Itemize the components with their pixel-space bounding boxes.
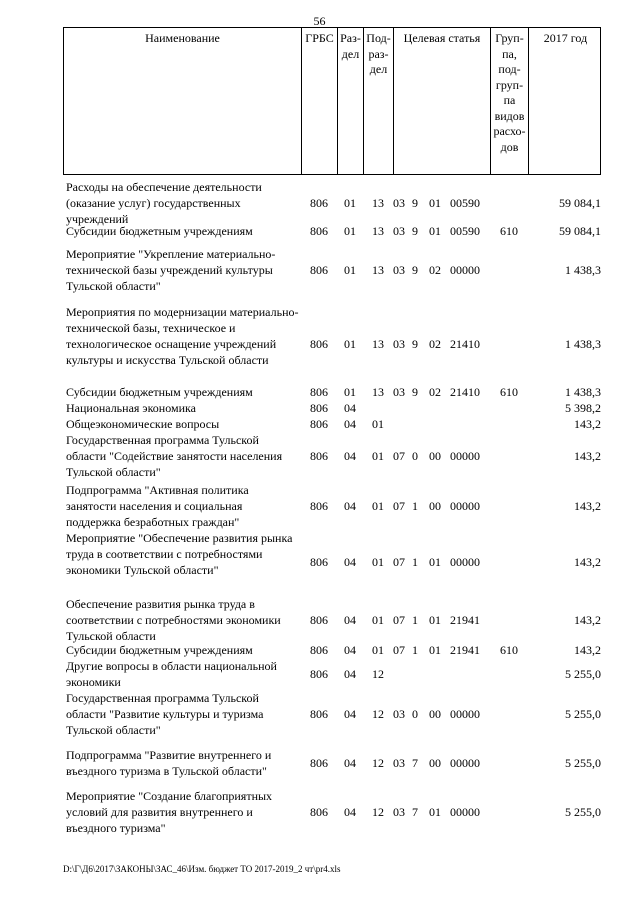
row-grbs: 806 (310, 756, 328, 770)
row-podrazdel: 01 (372, 613, 384, 627)
row-grbs: 806 (310, 805, 328, 819)
row-sum: 143,2 (574, 555, 601, 569)
row-target-part: 03 (393, 263, 405, 277)
row-podrazdel: 13 (372, 337, 384, 351)
row-name: Расходы на обеспечение деятельности (оказание услуг) государственных учреждений (66, 180, 262, 226)
row-target-part: 1 (412, 643, 418, 657)
row-target-part: 00000 (450, 263, 480, 277)
row-razdel: 04 (344, 449, 356, 463)
row-target-part: 9 (412, 263, 418, 277)
row-target-part: 21410 (450, 337, 480, 351)
table-row (63, 658, 601, 690)
row-target-part: 21410 (450, 385, 480, 399)
row-target-part: 03 (393, 805, 405, 819)
row-target-part: 01 (429, 555, 441, 569)
row-target-part: 07 (393, 555, 405, 569)
row-razdel: 04 (344, 805, 356, 819)
row-target-part: 01 (429, 196, 441, 210)
row-target-part: 01 (429, 224, 441, 238)
table-row (63, 304, 601, 384)
row-target-part: 00000 (450, 449, 480, 463)
row-name: Субсидии бюджетным учреждениям (66, 643, 253, 657)
row-grbs: 806 (310, 263, 328, 277)
row-target-part: 03 (393, 707, 405, 721)
row-grbs: 806 (310, 337, 328, 351)
row-target-part: 00 (429, 707, 441, 721)
row-podrazdel: 13 (372, 224, 384, 238)
row-razdel: 04 (344, 613, 356, 627)
row-sum: 143,2 (574, 417, 601, 431)
row-grbs: 806 (310, 499, 328, 513)
row-target-part: 02 (429, 337, 441, 351)
row-target (393, 336, 490, 352)
row-name: Мероприятия по модернизации материально-технической базы, техническое и технологическое оснащение учреждений культуры и искусства Тульской области (66, 305, 299, 367)
row-target (393, 554, 490, 570)
row-podrazdel: 13 (372, 385, 384, 399)
row-name: Подпрограмма "Активная политика занятости населения и социальная поддержка безработных граждан" (66, 483, 249, 529)
row-sum: 5 255,0 (565, 805, 601, 819)
row-sum: 1 438,3 (565, 263, 601, 277)
row-name: Субсидии бюджетным учреждениям (66, 385, 253, 399)
row-target (393, 612, 490, 628)
row-target-part: 21941 (450, 613, 480, 627)
row-name: Государственная программа Тульской области "Содействие занятости населения Тульской области" (66, 433, 283, 479)
row-target (393, 666, 490, 682)
row-target (393, 498, 490, 514)
row-razdel: 04 (344, 417, 356, 431)
header-year: 2017 год (543, 31, 588, 45)
row-grbs: 806 (310, 385, 328, 399)
row-target (393, 416, 490, 432)
table-row (63, 788, 601, 836)
row-target (393, 448, 490, 464)
row-target-part: 03 (393, 224, 405, 238)
row-grbs: 806 (310, 707, 328, 721)
row-podrazdel: 01 (372, 643, 384, 657)
row-sum: 143,2 (574, 643, 601, 657)
row-target-part: 03 (393, 196, 405, 210)
row-target (393, 262, 490, 278)
row-sum: 1 438,3 (565, 385, 601, 399)
header-target: Целевая статья (394, 28, 491, 174)
table-row (63, 747, 601, 779)
row-razdel: 04 (344, 667, 356, 681)
table-row (63, 642, 601, 658)
row-target-part: 00590 (450, 224, 480, 238)
row-target-part: 01 (429, 643, 441, 657)
row-target-part: 03 (393, 756, 405, 770)
row-target-part: 00000 (450, 499, 480, 513)
row-target-part: 7 (412, 805, 418, 819)
row-razdel: 04 (344, 499, 356, 513)
table-row (63, 432, 601, 480)
row-name: Обеспечение развития рынка труда в соответствии с потребностями экономики Тульской области (66, 597, 281, 643)
row-target-part: 1 (412, 555, 418, 569)
row-razdel: 01 (344, 196, 356, 210)
table-row (63, 416, 601, 432)
row-target (393, 400, 490, 416)
row-name: Мероприятие "Создание благоприятных условий для развития внутреннего и въездного туризма" (66, 789, 273, 835)
row-target-part: 0 (412, 707, 418, 721)
row-name: Другие вопросы в области национальной экономики (66, 659, 277, 689)
row-target (393, 223, 490, 239)
row-name: Подпрограмма "Развитие внутреннего и въездного туризма в Тульской области" (66, 748, 272, 778)
row-grbs: 806 (310, 196, 328, 210)
row-podrazdel: 13 (372, 196, 384, 210)
header-podrazdel: Под- раз- дел (364, 28, 394, 174)
row-sum: 143,2 (574, 449, 601, 463)
row-razdel: 01 (344, 263, 356, 277)
row-target-part: 07 (393, 643, 405, 657)
row-razdel: 04 (344, 707, 356, 721)
table-row (63, 400, 601, 416)
table-row (63, 246, 601, 294)
header-grbs: ГРБС (302, 28, 338, 174)
table-row (63, 530, 601, 594)
row-target-part: 00000 (450, 555, 480, 569)
row-target (393, 195, 490, 211)
row-target-part: 07 (393, 499, 405, 513)
row-name: Мероприятие "Укрепление материально-технической базы учреждений культуры Тульской области" (66, 247, 276, 293)
row-target-part: 9 (412, 224, 418, 238)
table-header (63, 27, 601, 175)
row-group: 610 (500, 224, 518, 238)
row-podrazdel: 01 (372, 449, 384, 463)
row-target-part: 1 (412, 613, 418, 627)
row-target-part: 00 (429, 499, 441, 513)
row-target-part: 9 (412, 196, 418, 210)
row-podrazdel: 01 (372, 417, 384, 431)
table-row (63, 179, 601, 227)
table-row (63, 482, 601, 530)
row-target-part: 7 (412, 756, 418, 770)
row-name: Государственная программа Тульской области "Развитие культуры и туризма Тульской области" (66, 691, 264, 737)
row-target-part: 00000 (450, 707, 480, 721)
row-target-part: 00000 (450, 805, 480, 819)
row-target-part: 02 (429, 263, 441, 277)
row-grbs: 806 (310, 667, 328, 681)
row-target-part: 00 (429, 449, 441, 463)
header-group: Груп- па, под- груп- па видов расхо- дов (491, 28, 529, 174)
row-target-part: 07 (393, 613, 405, 627)
row-podrazdel: 12 (372, 756, 384, 770)
row-grbs: 806 (310, 449, 328, 463)
row-name: Мероприятие "Обеспечение развития рынка труда в соответствии с потребностями экономики Тульской области" (66, 531, 293, 577)
row-grbs: 806 (310, 643, 328, 657)
row-razdel: 01 (344, 385, 356, 399)
row-razdel: 04 (344, 643, 356, 657)
row-target (393, 642, 490, 658)
row-sum: 143,2 (574, 499, 601, 513)
row-group: 610 (500, 643, 518, 657)
row-podrazdel: 12 (372, 707, 384, 721)
row-target-part: 03 (393, 337, 405, 351)
row-grbs: 806 (310, 417, 328, 431)
row-name: Общеэкономические вопросы (66, 417, 220, 431)
row-target (393, 384, 490, 400)
row-group: 610 (500, 385, 518, 399)
row-sum: 143,2 (574, 613, 601, 627)
row-target-part: 03 (393, 385, 405, 399)
table-row (63, 690, 601, 738)
row-target (393, 755, 490, 771)
row-razdel: 01 (344, 337, 356, 351)
row-podrazdel: 12 (372, 805, 384, 819)
row-razdel: 04 (344, 555, 356, 569)
row-target-part: 01 (429, 613, 441, 627)
row-sum: 5 398,2 (565, 401, 601, 415)
row-sum: 59 084,1 (559, 196, 601, 210)
row-sum: 59 084,1 (559, 224, 601, 238)
table-row (63, 223, 601, 239)
header-razdel: Раз- дел (338, 28, 364, 174)
row-grbs: 806 (310, 401, 328, 415)
row-sum: 5 255,0 (565, 667, 601, 681)
row-podrazdel: 13 (372, 263, 384, 277)
row-target-part: 21941 (450, 643, 480, 657)
row-target-part: 02 (429, 385, 441, 399)
row-razdel: 04 (344, 401, 356, 415)
row-podrazdel: 12 (372, 667, 384, 681)
row-target-part: 9 (412, 337, 418, 351)
row-name: Субсидии бюджетным учреждениям (66, 224, 253, 238)
row-sum: 1 438,3 (565, 337, 601, 351)
row-target-part: 0 (412, 449, 418, 463)
row-target-part: 01 (429, 805, 441, 819)
row-grbs: 806 (310, 224, 328, 238)
row-target (393, 706, 490, 722)
row-sum: 5 255,0 (565, 707, 601, 721)
file-path-footer: D:\Г\Д6\2017\ЗАКОНЫ\ЗАС_46\Изм. бюджет ТО 2017-2019_2 чт\pr4.xls (63, 864, 341, 874)
page-number: 56 (313, 14, 326, 28)
row-grbs: 806 (310, 555, 328, 569)
row-target-part: 00590 (450, 196, 480, 210)
row-target-part: 9 (412, 385, 418, 399)
row-razdel: 01 (344, 224, 356, 238)
table-row (63, 596, 601, 644)
row-name: Национальная экономика (66, 401, 196, 415)
row-podrazdel: 01 (372, 499, 384, 513)
row-target-part: 1 (412, 499, 418, 513)
row-razdel: 04 (344, 756, 356, 770)
row-target-part: 00 (429, 756, 441, 770)
header-name: Наименование (64, 28, 302, 174)
row-sum: 5 255,0 (565, 756, 601, 770)
row-grbs: 806 (310, 613, 328, 627)
row-target-part: 00000 (450, 756, 480, 770)
row-target (393, 804, 490, 820)
row-podrazdel: 01 (372, 555, 384, 569)
row-target-part: 07 (393, 449, 405, 463)
table-row (63, 384, 601, 400)
